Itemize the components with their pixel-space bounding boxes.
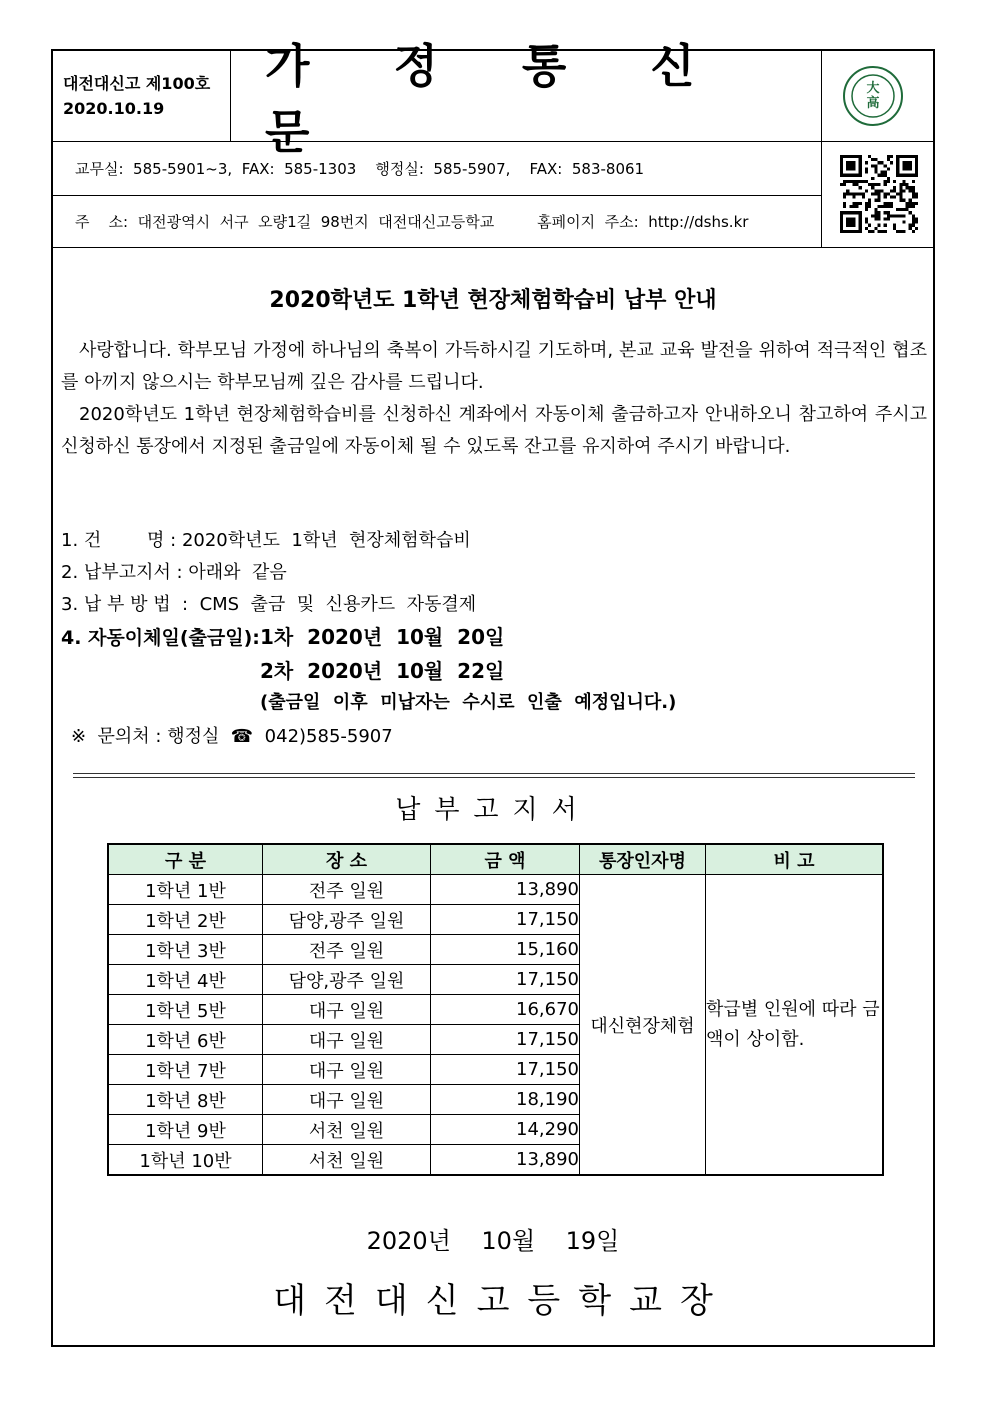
cell-place: 전주 일원 bbox=[263, 875, 431, 905]
issue-box bbox=[53, 51, 231, 141]
cell-place: 서천 일원 bbox=[263, 1145, 431, 1176]
cell-amount: 17,150 bbox=[431, 905, 580, 935]
address-row bbox=[53, 195, 821, 247]
cell-place: 서천 일원 bbox=[263, 1115, 431, 1145]
table-header-row bbox=[108, 844, 883, 875]
item-transfer-label: 4. 자동이체일(출금일): bbox=[61, 627, 260, 649]
document-title: 2020학년도 1학년 현장체험학습비 납부 안내 bbox=[269, 288, 717, 313]
cell-amount: 13,890 bbox=[431, 1145, 580, 1176]
cell-class: 1학년 9반 bbox=[108, 1115, 263, 1145]
contact-line: 교무실: 585-5901~3, FAX: 585-1303 행정실: 585-5907, FAX: 583-8061 bbox=[75, 160, 645, 178]
cell-place: 대구 일원 bbox=[263, 1055, 431, 1085]
table-row bbox=[108, 875, 883, 905]
item-subject: 1. 건 명 : 2020학년도 1학년 현장체험학습비 bbox=[61, 530, 471, 551]
cell-amount: 14,290 bbox=[431, 1115, 580, 1145]
cell-class: 1학년 8반 bbox=[108, 1085, 263, 1115]
cell-class: 1학년 1반 bbox=[108, 875, 263, 905]
cell-class: 1학년 2반 bbox=[108, 905, 263, 935]
cell-amount: 17,150 bbox=[431, 1055, 580, 1085]
cell-amount: 16,670 bbox=[431, 995, 580, 1025]
logo-box bbox=[821, 51, 934, 247]
cell-place: 대구 일원 bbox=[263, 995, 431, 1025]
item-bill: 2. 납부고지서 : 아래와 같음 bbox=[61, 562, 287, 583]
bill-title: 납부고지서 bbox=[395, 795, 591, 825]
double-divider bbox=[73, 773, 915, 778]
cell-remark: 학급별 인원에 따라 금액이 상이함. bbox=[706, 875, 884, 1176]
transfer-note: (출금일 이후 미납자는 수시로 인출 예정입니다.) bbox=[260, 692, 677, 713]
page-title: 가 정 통 신 문 bbox=[265, 39, 729, 159]
qr-code-icon[interactable] bbox=[840, 155, 918, 233]
cell-place: 대구 일원 bbox=[263, 1085, 431, 1115]
header-top-row bbox=[53, 39, 933, 159]
cell-amount: 17,150 bbox=[431, 1025, 580, 1055]
principal-signature: 대전대신고등학교장 bbox=[273, 1281, 731, 1321]
cell-class: 1학년 4반 bbox=[108, 965, 263, 995]
cell-class: 1학년 6반 bbox=[108, 1025, 263, 1055]
cell-class: 1학년 10반 bbox=[108, 1145, 263, 1176]
fee-table bbox=[107, 843, 884, 1176]
issue-number: 대전대신고 제100호 bbox=[63, 74, 211, 93]
notice-paragraph: 2020학년도 1학년 현장체험학습비를 신청하신 계좌에서 자동이체 출금하고자 안내하오니 참고하여 주시고 신청하신 통장에서 지정된 출금일에 자동이체 될 수 있도록 잔고를 유지하여 주시기 바랍니다. bbox=[61, 404, 927, 457]
cell-class: 1학년 3반 bbox=[108, 935, 263, 965]
inquiry-line: ※ 문의처 : 행정실 ☎ 042)585-5907 bbox=[71, 726, 393, 747]
header-account-name: 통장인자명 bbox=[580, 844, 706, 875]
header-place: 장 소 bbox=[263, 844, 431, 875]
cell-place: 대구 일원 bbox=[263, 1025, 431, 1055]
cell-place: 전주 일원 bbox=[263, 935, 431, 965]
cell-amount: 15,160 bbox=[431, 935, 580, 965]
header-class: 구 분 bbox=[108, 844, 263, 875]
issue-footer-date: 2020년 10월 19일 bbox=[366, 1227, 620, 1255]
notice-frame bbox=[51, 39, 935, 1347]
first-transfer-date: 1차 2020년 10월 20일 bbox=[260, 625, 505, 649]
cell-place: 담양,광주 일원 bbox=[263, 905, 431, 935]
logo-main-char: 高 bbox=[866, 96, 880, 111]
cell-account-name: 대신현장체험 bbox=[580, 875, 706, 1176]
school-seal-logo bbox=[842, 65, 904, 127]
contact-row bbox=[53, 141, 821, 196]
cell-amount: 13,890 bbox=[431, 875, 580, 905]
item-payment-method: 3. 납 부 방 법 : CMS 출금 및 신용카드 자동결제 bbox=[61, 594, 477, 615]
address-line: 주 소: 대전광역시 서구 오량1길 98번지 대전대신고등학교 홈페이지 주소: http://dshs.kr bbox=[75, 213, 749, 231]
cell-amount: 17,150 bbox=[431, 965, 580, 995]
cell-place: 담양,광주 일원 bbox=[263, 965, 431, 995]
cell-class: 1학년 7반 bbox=[108, 1055, 263, 1085]
header-remark: 비 고 bbox=[706, 844, 884, 875]
cell-class: 1학년 5반 bbox=[108, 995, 263, 1025]
cell-amount: 18,190 bbox=[431, 1085, 580, 1115]
greeting-paragraph: 사랑합니다. 학부모님 가정에 하나님의 축복이 가득하시길 기도하며, 본교 교육 발전을 위하여 적극적인 협조를 아끼지 않으시는 학부모님께 깊은 감사를 드립니다. bbox=[61, 340, 927, 393]
issue-date: 2020.10.19 bbox=[63, 99, 165, 118]
second-transfer-date: 2차 2020년 10월 22일 bbox=[260, 659, 505, 683]
header-amount: 금 액 bbox=[431, 844, 580, 875]
logo-top-char: 大 bbox=[866, 81, 880, 96]
header-divider bbox=[53, 247, 933, 248]
